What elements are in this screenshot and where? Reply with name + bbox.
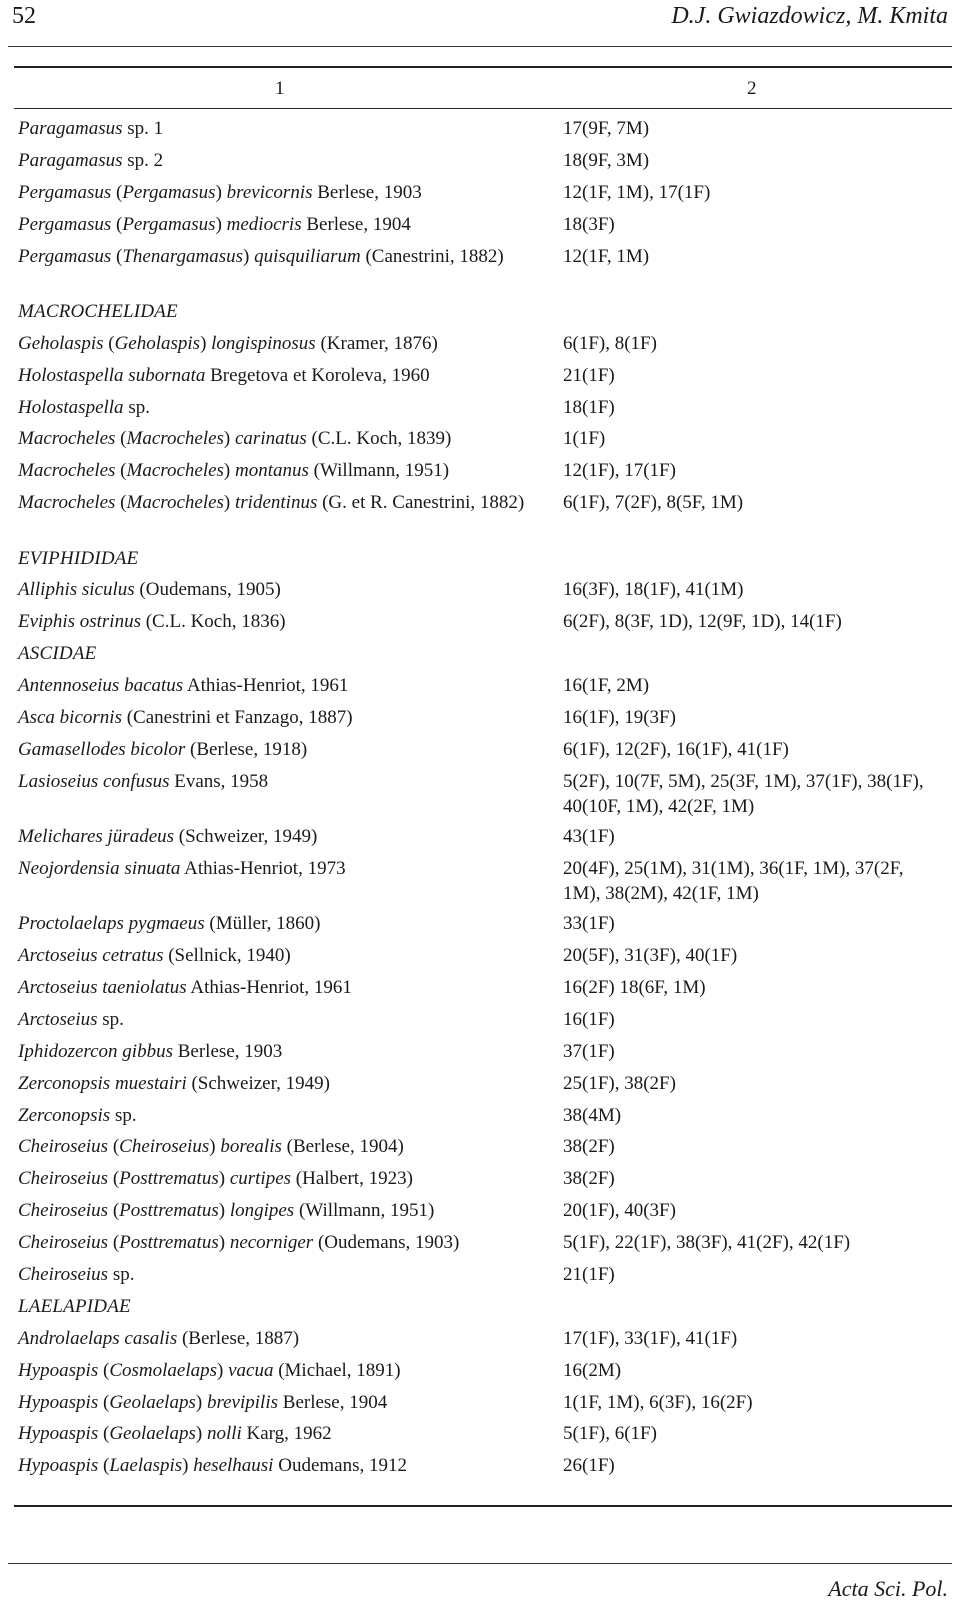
name-segment: ) (218, 1232, 230, 1254)
table-row (18, 943, 952, 975)
table-row (18, 1421, 952, 1453)
table-row (18, 1007, 952, 1039)
sample-counts: 16(1F), 19(3F) (563, 706, 676, 728)
name-segment: Holostaspella subornata (18, 364, 206, 386)
table-row (18, 705, 952, 737)
name-segment: Hypoaspis (18, 1359, 99, 1381)
table-row (18, 1262, 952, 1294)
name-segment: Proctolaelaps pygmaeus (18, 913, 205, 935)
name-segment: Pergamasus (18, 245, 112, 267)
sample-counts: 33(1F) (563, 913, 615, 935)
sample-counts: 17(9F, 7M) (563, 118, 650, 139)
name-segment: Hypoaspis (18, 1455, 99, 1477)
name-segment: (Schweizer, 1949) (174, 826, 318, 848)
sample-counts: 12(1F), 17(1F) (563, 460, 676, 482)
name-segment: heselhausi (193, 1455, 274, 1477)
name-segment: (Oudemans, 1903) (313, 1232, 460, 1254)
name-segment: Alliphis siculus (18, 579, 135, 601)
name-segment: Berlese, 1904 (278, 1391, 388, 1413)
name-segment: Bregetova et Koroleva, 1960 (205, 364, 430, 386)
table-top-rule (14, 66, 952, 68)
name-segment: ) (218, 1200, 230, 1222)
species-name (18, 1453, 538, 1478)
name-segment: (Michael, 1891) (273, 1359, 401, 1381)
name-segment: (Canestrini, 1882) (360, 245, 504, 267)
table-row (18, 458, 952, 490)
species-name (18, 1103, 538, 1128)
species-name (18, 1230, 538, 1255)
name-segment: mediocris (226, 213, 302, 235)
sample-counts: 17(1F), 33(1F), 41(1F) (563, 1327, 738, 1349)
name-segment: ) (195, 1423, 207, 1445)
table-row (18, 975, 952, 1007)
family-name (18, 641, 538, 666)
sample-counts: 20(4F), 25(1M), 31(1M), 36(1F, 1M), 37(2F, 1M), 38(2M), 42(1F, 1M) (563, 857, 904, 904)
sample-counts: 5(1F), 6(1F) (563, 1423, 657, 1445)
table-row (18, 1358, 952, 1390)
name-segment: ( (115, 492, 127, 514)
name-segment: Pergamasus (122, 213, 216, 235)
name-segment: Cheiroseius (18, 1232, 109, 1254)
name-segment: Cheiroseius (119, 1136, 210, 1158)
name-segment: (C.L. Koch, 1836) (140, 611, 286, 633)
header-divider (8, 46, 952, 47)
species-name (18, 911, 538, 936)
name-segment: Asca bicornis (18, 706, 122, 728)
name-segment: Arctoseius taeniolatus (18, 977, 187, 998)
name-segment: longipes (229, 1200, 295, 1222)
name-segment: brevicornis (226, 181, 313, 203)
sample-counts: 20(5F), 31(3F), 40(1F) (563, 945, 738, 967)
species-name (18, 943, 538, 968)
sample-counts: 1(1F) (563, 428, 606, 450)
species-name (18, 395, 538, 420)
name-segment: Berlese, 1903 (312, 181, 422, 203)
name-segment: ( (111, 245, 123, 267)
family-heading-row (18, 546, 952, 578)
name-segment: Macrocheles (18, 428, 116, 450)
name-segment: Pergamasus (18, 213, 112, 235)
name-segment: ( (98, 1423, 110, 1445)
name-segment: Pergamasus (122, 181, 216, 203)
species-name (18, 1166, 538, 1191)
table-row (18, 737, 952, 769)
name-segment: (Halbert, 1923) (291, 1168, 413, 1190)
sample-counts: 12(1F, 1M) (563, 245, 650, 267)
family-name (18, 546, 538, 571)
sample-counts: 25(1F), 38(2F) (563, 1072, 676, 1094)
table-row (18, 1390, 952, 1422)
name-segment: Holostaspella (18, 396, 124, 418)
species-name (18, 609, 538, 634)
name-segment: ) (223, 428, 235, 450)
name-segment: (Müller, 1860) (204, 913, 321, 935)
name-segment: Berlese, 1904 (301, 213, 411, 235)
species-name (18, 1390, 538, 1415)
running-footer-journal: Acta Sci. Pol. (828, 1576, 948, 1601)
species-name (18, 673, 538, 698)
table-row (18, 769, 952, 824)
table-bottom-rule (14, 1505, 952, 1507)
name-segment: ) (243, 245, 255, 267)
table-row (18, 1198, 952, 1230)
name-segment: Athias-Henriot, 1961 (183, 675, 349, 697)
family-heading-row (18, 299, 952, 331)
sample-counts: 16(1F, 2M) (563, 675, 650, 697)
name-segment: ( (98, 1391, 110, 1413)
species-name (18, 490, 538, 515)
species-name (18, 577, 538, 602)
table-row (18, 212, 952, 244)
sample-counts: 26(1F) (563, 1455, 615, 1477)
name-segment: Karg, 1962 (241, 1423, 332, 1445)
table-row (18, 490, 952, 545)
species-name (18, 180, 538, 205)
name-segment: ASCIDAE (18, 643, 97, 665)
name-segment: Cosmolaelaps (109, 1359, 217, 1381)
sample-counts: 5(1F), 22(1F), 38(3F), 41(2F), 42(1F) (563, 1232, 851, 1254)
name-segment: Eviphis ostrinus (18, 611, 141, 633)
name-segment: ) (223, 492, 235, 514)
name-segment: Cheiroseius (18, 1264, 109, 1286)
name-segment: sp. (97, 1008, 124, 1030)
sample-counts: 5(2F), 10(7F, 5M), 25(3F, 1M), 37(1F), 38(1F), 40(10F, 1M), 42(2F, 1M) (563, 770, 924, 817)
name-segment: tridentinus (235, 492, 318, 514)
sample-counts: 16(1F) (563, 1008, 615, 1030)
name-segment: ( (115, 428, 127, 450)
table-row (18, 1134, 952, 1166)
name-segment: (G. et R. Canestrini, 1882) (317, 492, 525, 514)
name-segment: sp. 2 (122, 149, 164, 171)
name-segment: necorniger (229, 1232, 314, 1254)
name-segment: ( (108, 1168, 120, 1190)
sample-counts: 6(1F), 7(2F), 8(5F, 1M) (563, 492, 744, 514)
table-row (18, 577, 952, 609)
species-name (18, 1134, 538, 1159)
species-name (18, 1007, 538, 1032)
species-name (18, 1071, 538, 1096)
family-name (18, 299, 538, 324)
name-segment: montanus (235, 460, 309, 482)
table-row (18, 856, 952, 911)
name-segment: Berlese, 1903 (172, 1040, 283, 1062)
name-segment: Macrocheles (18, 460, 116, 482)
species-name (18, 363, 538, 388)
name-segment: ) (223, 460, 235, 482)
species-table (18, 116, 952, 1485)
name-segment: Cheiroseius (18, 1200, 109, 1222)
name-segment: Arctoseius (18, 1008, 98, 1030)
family-heading-row (18, 1294, 952, 1326)
species-name (18, 1358, 538, 1383)
table-row (18, 426, 952, 458)
species-name (18, 116, 538, 141)
table-row (18, 609, 952, 641)
name-segment: Geolaelaps (109, 1423, 196, 1445)
table-row (18, 1230, 952, 1262)
name-segment: (Berlese, 1918) (185, 738, 308, 760)
name-segment: Lasioseius confusus (18, 770, 170, 792)
species-name (18, 705, 538, 730)
name-segment: Thenargamasus (122, 245, 244, 267)
name-segment: ) (209, 1136, 221, 1158)
species-name (18, 331, 538, 356)
name-segment: (Sellnick, 1940) (163, 945, 291, 967)
page-number: 52 (12, 3, 36, 29)
table-row (18, 148, 952, 180)
name-segment: Geholaspis (114, 332, 201, 354)
sample-counts: 18(9F, 3M) (563, 149, 650, 171)
table-row (18, 1071, 952, 1103)
name-segment: ) (218, 1168, 230, 1190)
species-name (18, 458, 538, 483)
name-segment: Paragamasus (18, 118, 123, 139)
name-segment: (Canestrini et Fanzago, 1887) (121, 706, 353, 728)
table-row (18, 1039, 952, 1071)
sample-counts: 6(1F), 8(1F) (563, 332, 657, 354)
name-segment: vacua (228, 1359, 274, 1381)
species-name (18, 1326, 538, 1351)
species-name (18, 824, 538, 849)
name-segment: Arctoseius cetratus (18, 945, 164, 967)
name-segment: ) (215, 213, 227, 235)
name-segment: Hypoaspis (18, 1423, 99, 1445)
table-row (18, 244, 952, 299)
species-name (18, 1421, 538, 1446)
name-segment: ( (98, 1455, 110, 1477)
name-segment: ( (115, 460, 127, 482)
name-segment: ) (217, 1359, 229, 1381)
species-name (18, 148, 538, 173)
sample-counts: 6(2F), 8(3F, 1D), 12(9F, 1D), 14(1F) (563, 611, 842, 633)
sample-counts: 38(2F) (563, 1136, 615, 1158)
name-segment: (Willmann, 1951) (294, 1200, 435, 1222)
name-segment: Zerconopsis muestairi (18, 1072, 187, 1094)
name-segment: Evans, 1958 (169, 770, 269, 792)
table-row (18, 331, 952, 363)
name-segment: (Berlese, 1904) (281, 1136, 404, 1158)
sample-counts: 18(3F) (563, 213, 615, 235)
name-segment: (Oudemans, 1905) (134, 579, 281, 601)
name-segment: carinatus (235, 428, 307, 450)
sample-counts: 38(2F) (563, 1168, 615, 1190)
table-row (18, 824, 952, 856)
name-segment: Athias-Henriot, 1961 (186, 977, 352, 998)
table-row (18, 1166, 952, 1198)
column-header-2: 2 (747, 78, 757, 99)
species-name (18, 1039, 538, 1064)
table-row (18, 363, 952, 395)
species-name (18, 1198, 538, 1223)
sample-counts: 21(1F) (563, 1264, 615, 1286)
name-segment: ( (108, 1232, 120, 1254)
sample-counts: 12(1F, 1M), 17(1F) (563, 181, 711, 203)
family-name (18, 1294, 538, 1319)
sample-counts: 37(1F) (563, 1040, 615, 1062)
table-row (18, 395, 952, 427)
column-header-1: 1 (275, 78, 285, 99)
footer-divider (8, 1563, 952, 1564)
name-segment: (Willmann, 1951) (308, 460, 450, 482)
species-name (18, 212, 538, 237)
name-segment: Posttrematus (119, 1232, 219, 1254)
species-name (18, 856, 538, 881)
sample-counts: 21(1F) (563, 364, 615, 386)
sample-counts: 6(1F), 12(2F), 16(1F), 41(1F) (563, 738, 789, 760)
name-segment: ) (200, 332, 212, 354)
name-segment: (Kramer, 1876) (315, 332, 438, 354)
table-row (18, 116, 952, 148)
table-row (18, 1103, 952, 1135)
name-segment: borealis (220, 1136, 282, 1158)
name-segment: Iphidozercon gibbus (18, 1040, 173, 1062)
table-row (18, 911, 952, 943)
name-segment: ) (195, 1391, 207, 1413)
name-segment: nolli (206, 1423, 242, 1445)
table-row (18, 673, 952, 705)
name-segment: sp. (123, 396, 150, 418)
running-header-authors: D.J. Gwiazdowicz, M. Kmita (671, 3, 948, 29)
name-segment: ( (108, 1200, 120, 1222)
name-segment: sp. (108, 1264, 135, 1286)
sample-counts: 43(1F) (563, 826, 615, 848)
name-segment: Laelaspis (109, 1455, 183, 1477)
species-name (18, 975, 538, 1000)
table-row (18, 1453, 952, 1485)
species-name (18, 426, 538, 451)
name-segment: ( (111, 213, 123, 235)
name-segment: Geolaelaps (109, 1391, 196, 1413)
name-segment: Athias-Henriot, 1973 (180, 857, 346, 879)
name-segment: sp. 1 (122, 118, 164, 139)
sample-counts: 38(4M) (563, 1104, 622, 1126)
name-segment: ( (108, 1136, 120, 1158)
sample-counts: 16(2M) (563, 1359, 622, 1381)
name-segment: Hypoaspis (18, 1391, 99, 1413)
name-segment: Macrocheles (126, 460, 224, 482)
name-segment: ( (103, 332, 115, 354)
column-header-rule (14, 108, 952, 109)
name-segment: Cheiroseius (18, 1136, 109, 1158)
name-segment: MACROCHELIDAE (18, 300, 178, 322)
name-segment: brevipilis (206, 1391, 279, 1413)
name-segment: Gamasellodes bicolor (18, 738, 186, 760)
name-segment: Posttrematus (119, 1200, 219, 1222)
name-segment: Androlaelaps casalis (18, 1327, 178, 1349)
name-segment: ( (98, 1359, 110, 1381)
table-row (18, 180, 952, 212)
name-segment: Macrocheles (126, 428, 224, 450)
sample-counts: 20(1F), 40(3F) (563, 1200, 676, 1222)
name-segment: curtipes (229, 1168, 292, 1190)
sample-counts: 1(1F, 1M), 6(3F), 16(2F) (563, 1391, 753, 1413)
name-segment: sp. (110, 1104, 137, 1126)
species-name (18, 244, 538, 269)
sample-counts: 16(2F) 18(6F, 1M) (563, 977, 706, 998)
sample-counts: 18(1F) (563, 396, 615, 418)
name-segment: ) (182, 1455, 194, 1477)
name-segment: EVIPHIDIDAE (18, 547, 139, 569)
species-name (18, 1262, 538, 1287)
name-segment: Cheiroseius (18, 1168, 109, 1190)
name-segment: (Berlese, 1887) (177, 1327, 300, 1349)
name-segment: Zerconopsis (18, 1104, 111, 1126)
name-segment: ( (111, 181, 123, 203)
species-name (18, 769, 538, 794)
name-segment: Posttrematus (119, 1168, 219, 1190)
name-segment: (Schweizer, 1949) (186, 1072, 330, 1094)
species-name (18, 737, 538, 762)
name-segment: ) (215, 181, 227, 203)
name-segment: Macrocheles (126, 492, 224, 514)
name-segment: Oudemans, 1912 (273, 1455, 407, 1477)
sample-counts: 16(3F), 18(1F), 41(1M) (563, 579, 744, 601)
name-segment: Macrocheles (18, 492, 116, 514)
name-segment: Antennoseius bacatus (18, 675, 184, 697)
table-row (18, 1326, 952, 1358)
name-segment: (C.L. Koch, 1839) (306, 428, 452, 450)
family-heading-row (18, 641, 952, 673)
name-segment: Pergamasus (18, 181, 112, 203)
name-segment: longispinosus (211, 332, 316, 354)
name-segment: Melichares jüradeus (18, 826, 175, 848)
name-segment: Neojordensia sinuata (18, 857, 181, 879)
name-segment: Paragamasus (18, 149, 123, 171)
name-segment: LAELAPIDAE (18, 1295, 131, 1317)
name-segment: quisquiliarum (254, 245, 361, 267)
name-segment: Geholaspis (18, 332, 104, 354)
